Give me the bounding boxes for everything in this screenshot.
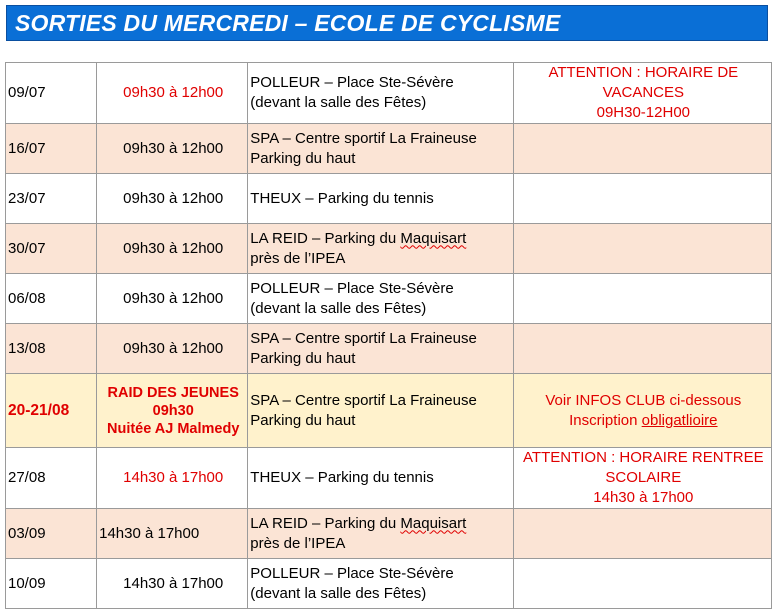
note-line: SCOLAIRE xyxy=(605,469,682,486)
location-text: Maquisart xyxy=(400,229,467,247)
location-cell xyxy=(248,224,513,274)
note-cell xyxy=(513,63,771,124)
location-line: POLLEUR – Place Ste-Sévère xyxy=(250,564,454,582)
schedule-table xyxy=(5,62,772,609)
note-cell xyxy=(513,324,771,374)
time-cell: 09h30 à 12h00 xyxy=(97,324,248,374)
location-line: SPA – Centre sportif La Fraineuse xyxy=(250,329,477,347)
location-line: THEUX – Parking du tennis xyxy=(250,189,434,207)
location-cell xyxy=(248,324,513,374)
time-cell: 09h30 à 12h00 xyxy=(97,224,248,274)
date-cell: 30/07 xyxy=(6,224,97,274)
location-text: LA REID – Parking du xyxy=(250,514,401,532)
location-line: THEUX – Parking du tennis xyxy=(250,469,434,486)
location-cell xyxy=(248,559,513,609)
location-line: (devant la salle des Fêtes) xyxy=(250,299,427,317)
location-cell xyxy=(248,509,513,559)
location-cell xyxy=(248,63,513,124)
time-line: RAID DES JEUNES xyxy=(107,384,239,401)
note-line: ATTENTION : HORAIRE DE VACANCES xyxy=(548,64,739,101)
date-cell: 09/07 xyxy=(6,63,97,124)
location-line: Parking du haut xyxy=(250,411,356,429)
note-cell xyxy=(513,174,771,224)
note-cell xyxy=(513,274,771,324)
table-row xyxy=(6,559,772,609)
location-line: près de l’IPEA xyxy=(250,249,346,267)
note-line: 09H30-12H00 xyxy=(596,104,691,121)
note-line xyxy=(516,411,771,431)
date-cell: 13/08 xyxy=(6,324,97,374)
time-cell: 09h30 à 12h00 xyxy=(97,274,248,324)
table-row xyxy=(6,274,772,324)
note-text: Inscription xyxy=(569,411,642,429)
location-text: LA REID – Parking du xyxy=(250,229,401,247)
time-cell: 09h30 à 12h00 xyxy=(97,174,248,224)
location-cell xyxy=(248,124,513,174)
location-cell xyxy=(248,374,513,448)
time-cell: 09h30 à 12h00 xyxy=(97,124,248,174)
note-line: Voir INFOS CLUB ci-dessous xyxy=(545,391,742,409)
location-line xyxy=(250,229,512,249)
location-line: (devant la salle des Fêtes) xyxy=(250,94,427,111)
date-cell: 03/09 xyxy=(6,509,97,559)
note-cell xyxy=(513,448,771,509)
note-cell xyxy=(513,224,771,274)
location-line: Parking du haut xyxy=(250,149,356,167)
time-cell: 14h30 à 17h00 xyxy=(97,509,248,559)
location-cell xyxy=(248,174,513,224)
time-line: Nuitée AJ Malmedy xyxy=(106,420,240,437)
location-line: près de l’IPEA xyxy=(250,534,346,552)
date-cell: 06/08 xyxy=(6,274,97,324)
location-line: SPA – Centre sportif La Fraineuse xyxy=(250,391,477,409)
table-row xyxy=(6,509,772,559)
note-line: ATTENTION : HORAIRE RENTREE xyxy=(523,449,764,466)
date-cell: 27/08 xyxy=(6,448,97,509)
title-banner xyxy=(6,5,768,41)
note-cell xyxy=(513,124,771,174)
table-row xyxy=(6,224,772,274)
location-line: POLLEUR – Place Ste-Sévère xyxy=(250,74,454,91)
note-line: 14h30 à 17h00 xyxy=(593,489,694,506)
time-cell xyxy=(97,374,248,448)
table-row xyxy=(6,63,772,124)
location-line: (devant la salle des Fêtes) xyxy=(250,584,427,602)
table-row xyxy=(6,174,772,224)
location-line: SPA – Centre sportif La Fraineuse xyxy=(250,129,477,147)
location-line: POLLEUR – Place Ste-Sévère xyxy=(250,279,454,297)
note-cell xyxy=(513,509,771,559)
table-row xyxy=(6,124,772,174)
table-row xyxy=(6,374,772,448)
table-row xyxy=(6,448,772,509)
location-text: Maquisart xyxy=(400,514,467,532)
note-cell xyxy=(513,559,771,609)
time-cell: 14h30 à 17h00 xyxy=(97,448,248,509)
note-cell xyxy=(513,374,771,448)
page-title: SORTIES DU MERCREDI – ECOLE DE CYCLISME xyxy=(15,10,561,36)
time-cell: 14h30 à 17h00 xyxy=(97,559,248,609)
location-cell xyxy=(248,274,513,324)
time-line: 09h30 xyxy=(152,402,194,419)
date-cell: 10/09 xyxy=(6,559,97,609)
location-line xyxy=(250,514,512,534)
location-line: Parking du haut xyxy=(250,349,356,367)
location-cell xyxy=(248,448,513,509)
date-cell: 20-21/08 xyxy=(6,374,97,448)
date-cell: 23/07 xyxy=(6,174,97,224)
time-cell: 09h30 à 12h00 xyxy=(97,63,248,124)
note-text: obligatlioire xyxy=(641,411,718,429)
table-row xyxy=(6,324,772,374)
date-cell: 16/07 xyxy=(6,124,97,174)
